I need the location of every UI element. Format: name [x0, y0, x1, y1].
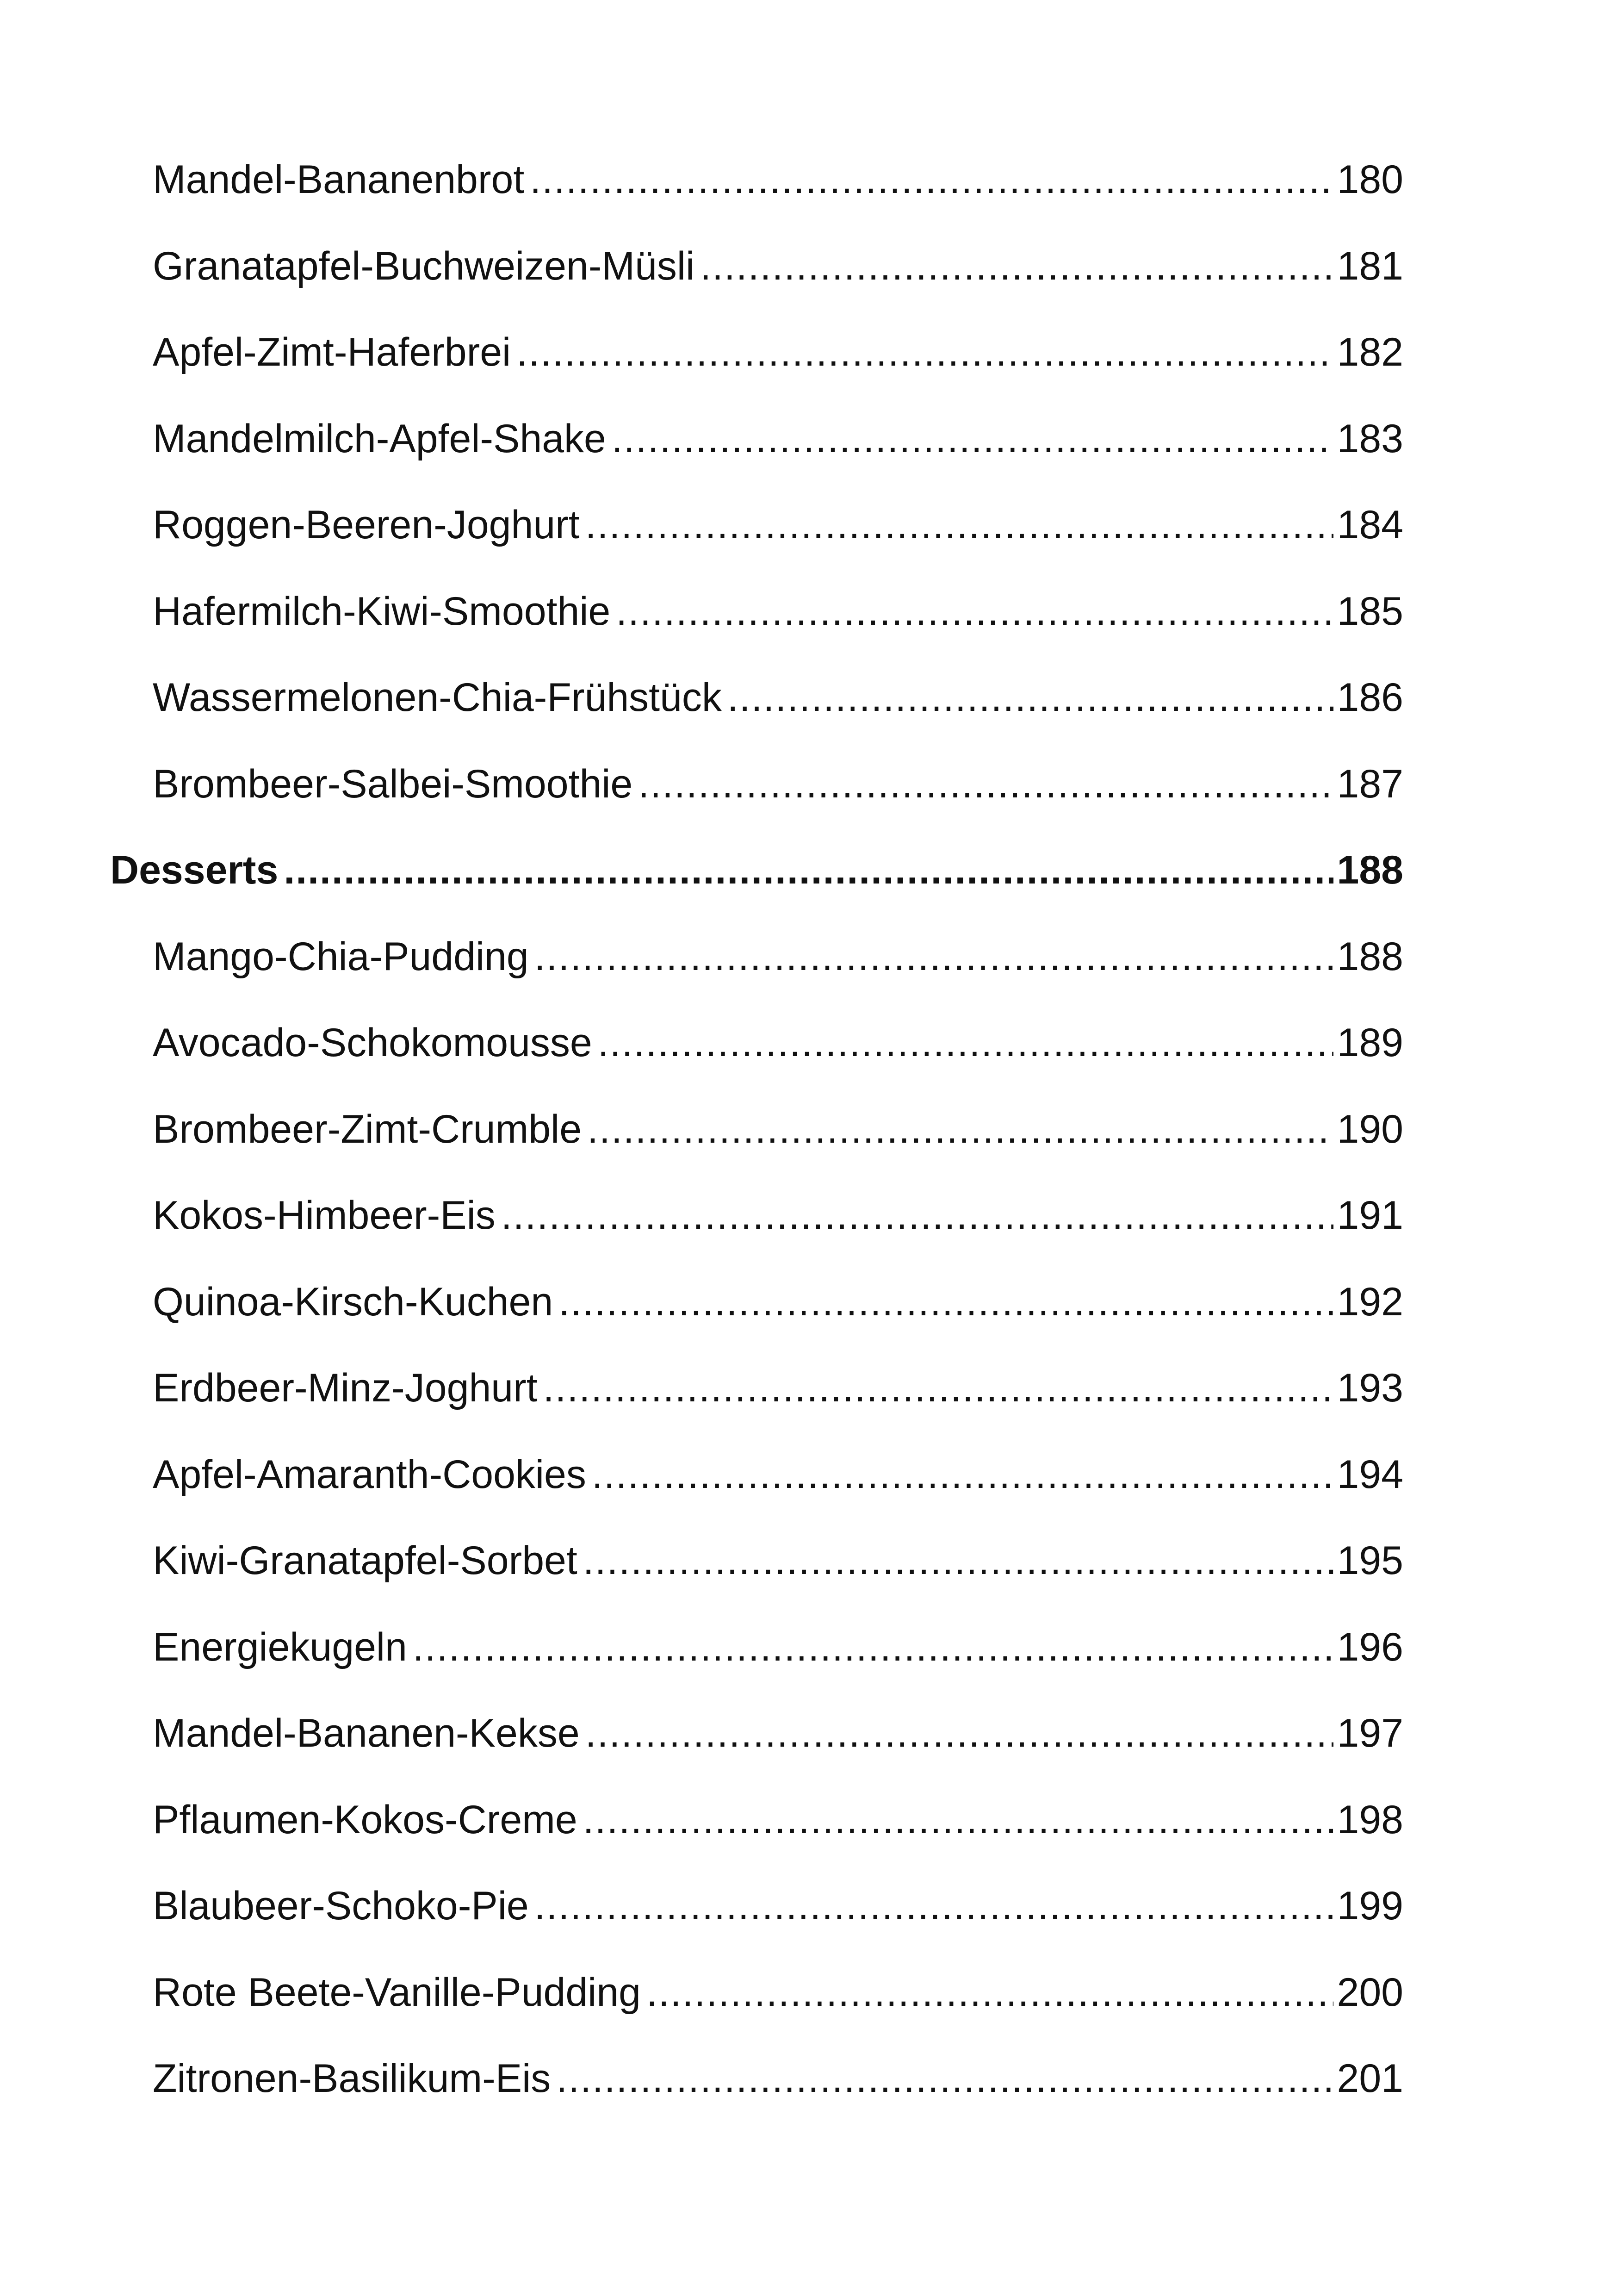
toc-entry: [110, 1713, 1403, 1800]
toc-entry-title: Roggen-Beeren-Joghurt: [153, 503, 580, 547]
toc-entry-title: Pflaumen-Kokos-Creme: [153, 1797, 577, 1842]
toc-entry-page: 196: [1337, 1624, 1403, 1669]
toc-entry-page: 197: [1337, 1711, 1403, 1755]
toc-entry-title: Wassermelonen-Chia-Frühstück: [153, 675, 722, 720]
dot-leader: [583, 1541, 1333, 1580]
toc-entry-page: 189: [1337, 1020, 1403, 1065]
toc-entry: [110, 332, 1403, 419]
toc-entry: [110, 1624, 1403, 1714]
dot-leader: [556, 2059, 1333, 2098]
toc-entry-page: 201: [1337, 2056, 1403, 2101]
toc-entry-title: Brombeer-Salbei-Smoothie: [153, 761, 633, 806]
toc-entry: [110, 1368, 1403, 1455]
toc-entry-page: 180: [1337, 157, 1403, 202]
dot-leader: [516, 332, 1333, 372]
toc-entry: [110, 1279, 1403, 1369]
toc-section-page: 188: [1337, 848, 1403, 892]
toc-entry-page: 183: [1337, 416, 1403, 461]
toc-entry-title: Mandel-Bananenbrot: [153, 157, 525, 202]
toc-entry: [110, 1109, 1403, 1196]
toc-entry-title: Apfel-Zimt-Haferbrei: [153, 330, 511, 374]
toc-entry: [110, 1886, 1403, 1972]
dot-leader: [558, 1282, 1333, 1322]
toc-entry-title: Brombeer-Zimt-Crumble: [153, 1107, 582, 1151]
toc-entry: [110, 1020, 1403, 1109]
toc-entry: [110, 2056, 1403, 2145]
toc-entry-title: Kokos-Himbeer-Eis: [153, 1193, 496, 1238]
toc-entry-title: Quinoa-Kirsch-Kuchen: [153, 1279, 553, 1324]
dot-leader: [592, 1455, 1333, 1494]
toc-entry-title: Blaubeer-Schoko-Pie: [153, 1884, 529, 1928]
dot-leader: [284, 850, 1333, 890]
toc-entry-page: 188: [1337, 934, 1403, 979]
toc-entry: [110, 934, 1403, 1023]
dot-leader: [585, 1713, 1333, 1753]
dot-leader: [583, 1800, 1333, 1840]
dot-leader: [534, 937, 1333, 977]
toc-entry-title: Apfel-Amaranth-Cookies: [153, 1452, 586, 1497]
toc-entry: [110, 416, 1403, 505]
dot-leader: [616, 591, 1333, 631]
toc-entry: [110, 157, 1403, 246]
toc-entry-title: Rote Beete-Vanille-Pudding: [153, 1970, 641, 2015]
toc-entry-page: 187: [1337, 761, 1403, 806]
toc-entry-page: 200: [1337, 1970, 1403, 2015]
dot-leader: [534, 1886, 1333, 1926]
toc-entry-title: Hafermilch-Kiwi-Smoothie: [153, 589, 611, 634]
toc-entry-page: 190: [1337, 1107, 1403, 1151]
dot-leader: [530, 160, 1333, 199]
toc-entry-title: Energiekugeln: [153, 1624, 407, 1669]
toc-entry-page: 192: [1337, 1279, 1403, 1324]
toc-entry-page: 184: [1337, 503, 1403, 547]
dot-leader: [501, 1195, 1333, 1235]
toc-entry-page: 194: [1337, 1452, 1403, 1497]
dot-leader: [700, 246, 1333, 286]
dot-leader: [598, 1023, 1333, 1063]
toc-entry-page: 181: [1337, 243, 1403, 288]
toc-entry: [110, 243, 1403, 333]
toc-entry: [110, 675, 1403, 764]
dot-leader: [585, 505, 1333, 545]
toc-entry-page: 195: [1337, 1538, 1403, 1583]
toc-entry: [110, 505, 1403, 591]
dot-leader: [612, 419, 1333, 459]
toc-entry-page: 182: [1337, 330, 1403, 374]
dot-leader: [646, 1972, 1333, 2012]
toc-entry-title: Erdbeer-Minz-Joghurt: [153, 1366, 538, 1410]
dot-leader: [413, 1627, 1333, 1667]
toc-entry-title: Avocado-Schokomousse: [153, 1020, 592, 1065]
toc-entry-page: 193: [1337, 1366, 1403, 1410]
table-of-contents: [110, 157, 1403, 2145]
toc-entry: [110, 591, 1403, 678]
toc-entry: [110, 1195, 1403, 1282]
toc-entry-title: Granatapfel-Buchweizen-Müsli: [153, 243, 695, 288]
toc-section-title: Desserts: [110, 848, 279, 892]
toc-entry-title: Mandelmilch-Apfel-Shake: [153, 416, 606, 461]
toc-entry-page: 186: [1337, 675, 1403, 720]
dot-leader: [638, 764, 1333, 804]
toc-entry: [110, 1538, 1403, 1627]
toc-entry-page: 185: [1337, 589, 1403, 634]
toc-entry-title: Zitronen-Basilikum-Eis: [153, 2056, 551, 2101]
toc-entry-page: 198: [1337, 1797, 1403, 1842]
toc-section-entry: [110, 850, 1403, 937]
toc-entry: [110, 761, 1403, 851]
toc-entry-page: 199: [1337, 1884, 1403, 1928]
dot-leader: [543, 1368, 1333, 1408]
toc-entry-title: Mango-Chia-Pudding: [153, 934, 529, 979]
toc-entry: [110, 1452, 1403, 1541]
toc-entry-title: Mandel-Bananen-Kekse: [153, 1711, 580, 1755]
dot-leader: [727, 678, 1333, 717]
dot-leader: [587, 1109, 1333, 1149]
toc-entry: [110, 1972, 1403, 2059]
toc-entry: [110, 1797, 1403, 1886]
toc-entry-page: 191: [1337, 1193, 1403, 1238]
toc-entry-title: Kiwi-Granatapfel-Sorbet: [153, 1538, 577, 1583]
